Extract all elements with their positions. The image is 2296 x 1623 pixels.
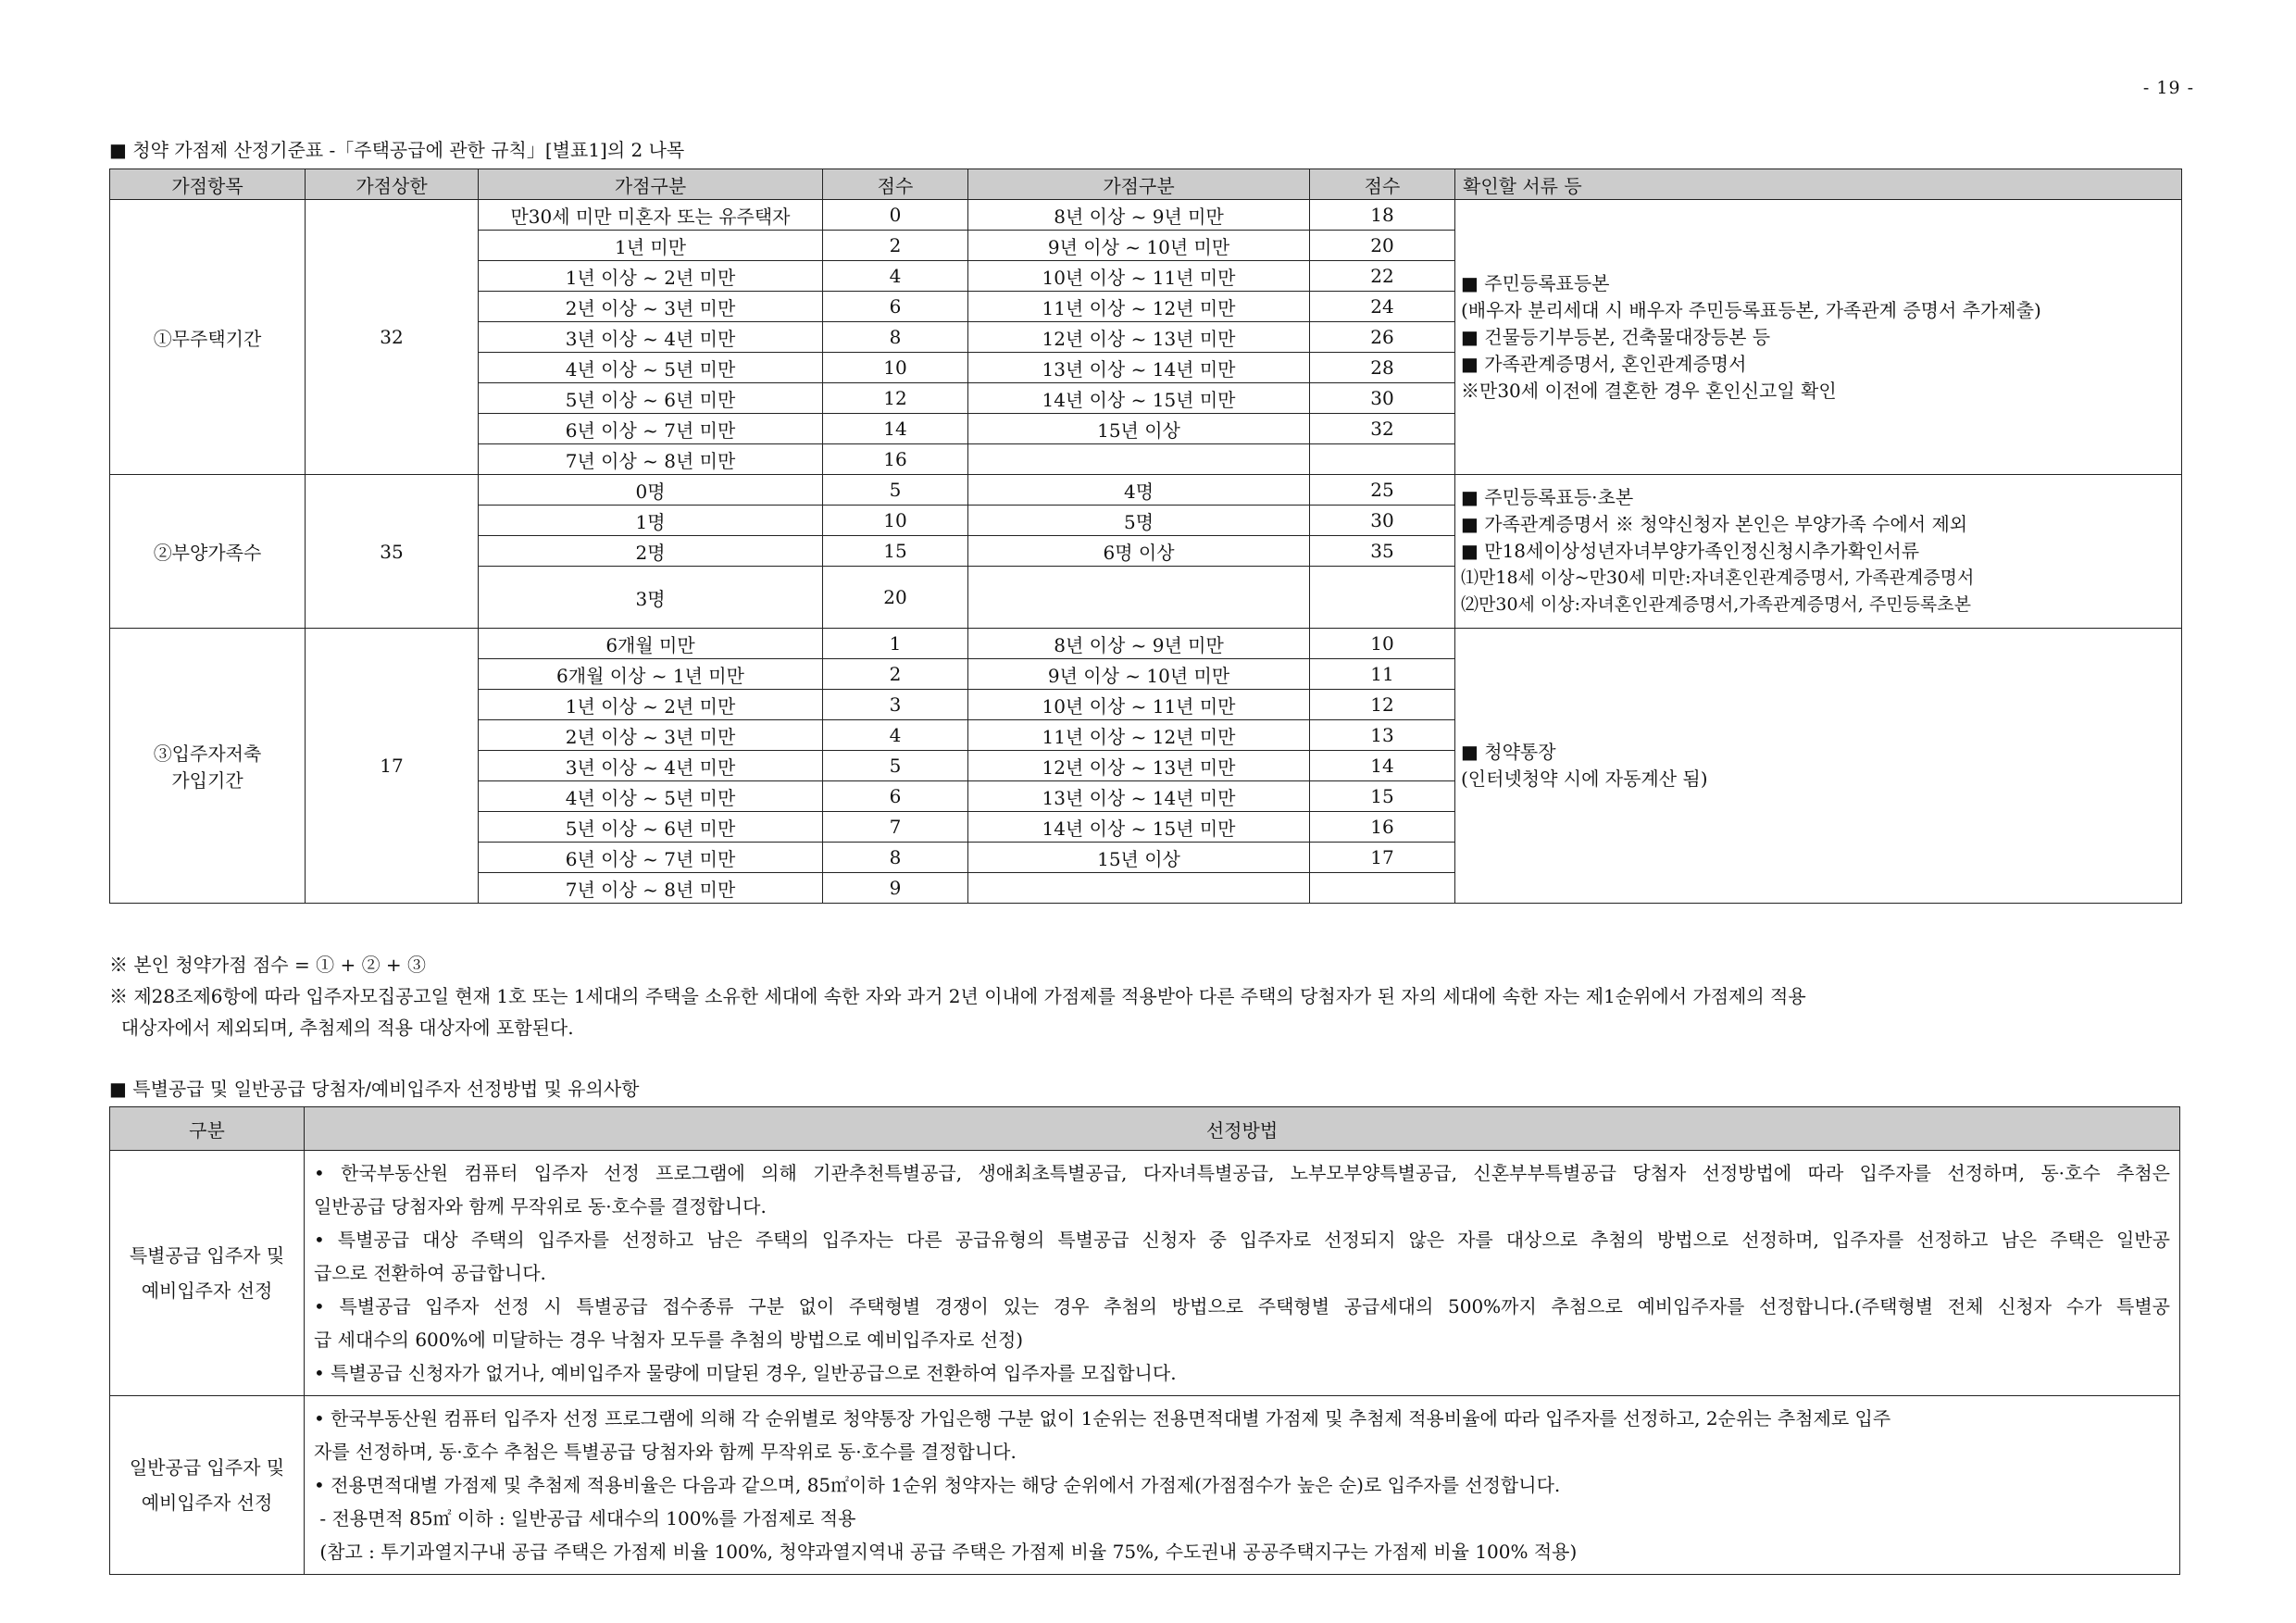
cell-category: 3년 이상 ~ 4년 미만: [479, 751, 823, 781]
method-line: • 특별공급 입주자 선정 시 특별공급 접수종류 구분 없이 주택형별 경쟁이 있는 경우 추첨의 방법으로 주택형별 공급세대의 500%까지 추첨으로 예비입주자를 선정합니다.(주택형별 전체 신청자 수가 특별공: [314, 1295, 2170, 1317]
cell-score: 2: [823, 659, 968, 690]
cell-score: 16: [823, 444, 968, 475]
category-line: 예비입주자 선정: [141, 1280, 273, 1302]
cell-score: 13: [1310, 720, 1455, 751]
cell-score: 10: [1310, 629, 1455, 659]
method-line: • 한국부동산원 컴퓨터 입주자 선정 프로그램에 의해 각 순위별로 청약통장 가입은행 구분 없이 1순위는 전용면적대별 가점제 및 추첨제 적용비율에 따라 입주자를 선정하고, 2순위는 추첨제로 입주: [314, 1407, 1891, 1429]
cell-category: 6년 이상 ~ 7년 미만: [479, 414, 823, 444]
cell-score: 5: [823, 475, 968, 506]
cell-category: 1명: [479, 506, 823, 536]
item-homeless-period: ①무주택기간: [110, 200, 306, 475]
cell-score: 20: [823, 567, 968, 629]
doc-line: ■ 주민등록표등·초본: [1461, 486, 1634, 508]
cell-score: 20: [1310, 231, 1455, 261]
method-line: • 한국부동산원 컴퓨터 입주자 선정 프로그램에 의해 기관추천특별공급, 생애최초특별공급, 다자녀특별공급, 노부모부양특별공급, 신혼부부특별공급 당첨자 선정방법에 따라 입주자를 선정하며, 동·호수 추첨은: [314, 1162, 2170, 1184]
cell-score: 17: [1310, 843, 1455, 873]
item-dependents: ②부양가족수: [110, 475, 306, 629]
item-max-score: 35: [306, 475, 479, 629]
category-line: 예비입주자 선정: [141, 1492, 273, 1514]
cell-category: 4년 이상 ~ 5년 미만: [479, 781, 823, 812]
cell-category: 6개월 이상 ~ 1년 미만: [479, 659, 823, 690]
doc-line: ■ 건물등기부등본, 건축물대장등본 등: [1461, 325, 1771, 348]
cell-category: 3년 이상 ~ 4년 미만: [479, 322, 823, 353]
item-max-score: 32: [306, 200, 479, 475]
doc-line: ■ 청약통장: [1461, 741, 1556, 763]
table-header-row: [110, 1107, 2180, 1151]
cell-score: 11: [1310, 659, 1455, 690]
method-cell: [305, 1396, 2180, 1575]
table-row: [110, 1396, 2180, 1575]
cell-category: 11년 이상 ~ 12년 미만: [968, 720, 1310, 751]
cell-category: 2년 이상 ~ 3년 미만: [479, 292, 823, 322]
cell-category: 3명: [479, 567, 823, 629]
cell-score: [1310, 873, 1455, 904]
section-title-selection-method: ■ 특별공급 및 일반공급 당첨자/예비입주자 선정방법 및 유의사항: [109, 1078, 640, 1100]
cell-score: 9: [823, 873, 968, 904]
cell-score: 4: [823, 261, 968, 292]
table-header-row: [110, 169, 2182, 200]
cell-category: 2년 이상 ~ 3년 미만: [479, 720, 823, 751]
cell-category: 1년 이상 ~ 2년 미만: [479, 690, 823, 720]
doc-line: ⑵만30세 이상:자녀혼인관계증명서,가족관계증명서, 주민등록초본: [1461, 594, 1971, 615]
note-line: ※ 본인 청약가점 점수 = ① + ② + ③: [109, 954, 427, 976]
item-max-score: 17: [306, 629, 479, 904]
cell-score: 35: [1310, 536, 1455, 567]
selection-method-table: [109, 1106, 2180, 1575]
cell-score: 6: [823, 292, 968, 322]
cell-score: 1: [823, 629, 968, 659]
method-line: (참고 : 투기과열지구내 공급 주택은 가점제 비율 100%, 청약과열지역내 공급 주택은 가점제 비율 75%, 수도권내 공공주택지구는 가점제 비율 100% 적용): [314, 1541, 1578, 1563]
cell-score: 15: [823, 536, 968, 567]
category-special-supply: [110, 1151, 305, 1396]
cell-score: 18: [1310, 200, 1455, 231]
cell-category: 13년 이상 ~ 14년 미만: [968, 353, 1310, 383]
cell-category: 10년 이상 ~ 11년 미만: [968, 261, 1310, 292]
cell-category: 1년 미만: [479, 231, 823, 261]
cell-score: [1310, 567, 1455, 629]
item-label-line: ③입주자저축: [153, 743, 262, 765]
cell-score: 30: [1310, 506, 1455, 536]
cell-category: 12년 이상 ~ 13년 미만: [968, 322, 1310, 353]
cell-category: 8년 이상 ~ 9년 미만: [968, 629, 1310, 659]
method-line: 급 세대수의 600%에 미달하는 경우 낙첨자 모두를 추첨의 방법으로 예비입주자로 선정): [314, 1329, 1024, 1351]
header-item: 가점항목: [110, 169, 306, 200]
cell-category: 11년 이상 ~ 12년 미만: [968, 292, 1310, 322]
cell-category: 13년 이상 ~ 14년 미만: [968, 781, 1310, 812]
cell-score: 32: [1310, 414, 1455, 444]
doc-line: ※만30세 이전에 결혼한 경우 혼인신고일 확인: [1461, 379, 1837, 402]
method-line: 일반공급 당첨자와 함께 무작위로 동·호수를 결정합니다.: [314, 1195, 767, 1217]
cell-category: 14년 이상 ~ 15년 미만: [968, 383, 1310, 414]
documents-cell: [1455, 629, 2182, 904]
cell-score: 10: [823, 353, 968, 383]
doc-line: ■ 만18세이상성년자녀부양가족인정신청시추가확인서류: [1461, 540, 1920, 562]
cell-category: 6명 이상: [968, 536, 1310, 567]
cell-category: 1년 이상 ~ 2년 미만: [479, 261, 823, 292]
cell-category: 9년 이상 ~ 10년 미만: [968, 659, 1310, 690]
cell-category: 6개월 미만: [479, 629, 823, 659]
cell-category: 2명: [479, 536, 823, 567]
cell-category: 15년 이상: [968, 843, 1310, 873]
cell-score: 8: [823, 322, 968, 353]
doc-line: ■ 가족관계증명서 ※ 청약신청자 본인은 부양가족 수에서 제외: [1461, 513, 1968, 535]
category-line: 일반공급 입주자 및: [129, 1456, 285, 1479]
table-row: [110, 200, 2182, 231]
item-savings-period: [110, 629, 306, 904]
cell-score: 10: [823, 506, 968, 536]
header-score: 점수: [1310, 169, 1455, 200]
table-row: [110, 1151, 2180, 1396]
cell-category: [968, 873, 1310, 904]
cell-score: 0: [823, 200, 968, 231]
cell-category: 4명: [968, 475, 1310, 506]
method-line: • 전용면적대별 가점제 및 추첨제 적용비율은 다음과 같으며, 85㎡이하 1순위 청약자는 해당 순위에서 가점제(가점점수가 높은 순)로 입주자를 선정합니다.: [314, 1474, 1561, 1496]
cell-score: 8: [823, 843, 968, 873]
cell-category: 5년 이상 ~ 6년 미만: [479, 383, 823, 414]
header-division: 구분: [110, 1107, 305, 1151]
cell-score: 12: [823, 383, 968, 414]
cell-score: 25: [1310, 475, 1455, 506]
cell-category: 7년 이상 ~ 8년 미만: [479, 444, 823, 475]
cell-score: 26: [1310, 322, 1455, 353]
cell-score: 28: [1310, 353, 1455, 383]
cell-category: 만30세 미만 미혼자 또는 유주택자: [479, 200, 823, 231]
cell-category: 14년 이상 ~ 15년 미만: [968, 812, 1310, 843]
doc-line: ■ 가족관계증명서, 혼인관계증명서: [1461, 352, 1747, 375]
cell-score: 6: [823, 781, 968, 812]
documents-cell: [1455, 475, 2182, 629]
cell-score: 30: [1310, 383, 1455, 414]
method-line: • 특별공급 대상 주택의 입주자를 선정하고 남은 주택의 입주자는 다른 공급유형의 특별공급 신청자 중 입주자로 선정되지 않은 자를 대상으로 추첨의 방법으로 선정하며, 입주자를 선정하고 남은 주택은 일반공: [314, 1229, 2170, 1251]
doc-line: (배우자 분리세대 시 배우자 주민등록표등본, 가족관계 증명서 추가제출): [1461, 298, 2041, 321]
cell-score: [1310, 444, 1455, 475]
item-label-line: 가입기간: [171, 769, 243, 792]
doc-line: (인터넷청약 시에 자동계산 됨): [1461, 768, 1708, 790]
cell-category: 5명: [968, 506, 1310, 536]
cell-category: 6년 이상 ~ 7년 미만: [479, 843, 823, 873]
cell-score: 2: [823, 231, 968, 261]
header-category: 가점구분: [968, 169, 1310, 200]
cell-category: 7년 이상 ~ 8년 미만: [479, 873, 823, 904]
page-number: - 19 -: [2142, 78, 2194, 98]
cell-score: 7: [823, 812, 968, 843]
header-max: 가점상한: [306, 169, 479, 200]
method-line: • 특별공급 신청자가 없거나, 예비입주자 물량에 미달된 경우, 일반공급으로 전환하여 입주자를 모집합니다.: [314, 1362, 1177, 1384]
section-title-scoring-table: ■ 청약 가점제 산정기준표 -「주택공급에 관한 규칙」[별표1]의 2 나목: [109, 139, 685, 161]
cell-category: [968, 567, 1310, 629]
method-line: 자를 선정하며, 동·호수 추첨은 특별공급 당첨자와 함께 무작위로 동·호수를 결정합니다.: [314, 1441, 1017, 1463]
cell-score: 16: [1310, 812, 1455, 843]
notes-block: [109, 949, 2183, 1043]
doc-line: ■ 주민등록표등본: [1461, 271, 1610, 294]
cell-category: 0명: [479, 475, 823, 506]
cell-score: 14: [1310, 751, 1455, 781]
cell-score: 22: [1310, 261, 1455, 292]
cell-score: 15: [1310, 781, 1455, 812]
scoring-criteria-table: [109, 169, 2182, 904]
cell-category: 12년 이상 ~ 13년 미만: [968, 751, 1310, 781]
header-score: 점수: [823, 169, 968, 200]
table-row: [110, 475, 2182, 506]
cell-category: 5년 이상 ~ 6년 미만: [479, 812, 823, 843]
method-line: - 전용면적 85㎡ 이하 : 일반공급 세대수의 100%를 가점제로 적용: [314, 1507, 856, 1529]
header-method: 선정방법: [305, 1107, 2180, 1151]
cell-category: 4년 이상 ~ 5년 미만: [479, 353, 823, 383]
header-category: 가점구분: [479, 169, 823, 200]
cell-score: 4: [823, 720, 968, 751]
note-line: 대상자에서 제외되며, 추첨제의 적용 대상자에 포함된다.: [109, 1017, 574, 1039]
cell-category: 9년 이상 ~ 10년 미만: [968, 231, 1310, 261]
category-line: 특별공급 입주자 및: [129, 1244, 285, 1267]
category-general-supply: [110, 1396, 305, 1575]
cell-score: 12: [1310, 690, 1455, 720]
cell-category: [968, 444, 1310, 475]
header-documents: 확인할 서류 등: [1455, 169, 2182, 200]
cell-category: 10년 이상 ~ 11년 미만: [968, 690, 1310, 720]
method-line: 급으로 전환하여 공급합니다.: [314, 1262, 546, 1284]
doc-line: ⑴만18세 이상~만30세 미만:자녀혼인관계증명서, 가족관계증명서: [1461, 568, 1975, 588]
cell-score: 24: [1310, 292, 1455, 322]
method-cell: [305, 1151, 2180, 1396]
documents-cell: [1455, 200, 2182, 475]
cell-score: 14: [823, 414, 968, 444]
cell-category: 8년 이상 ~ 9년 미만: [968, 200, 1310, 231]
cell-score: 5: [823, 751, 968, 781]
cell-score: 3: [823, 690, 968, 720]
table-row: [110, 629, 2182, 659]
note-line: ※ 제28조제6항에 따라 입주자모집공고일 현재 1호 또는 1세대의 주택을 소유한 세대에 속한 자와 과거 2년 이내에 가점제를 적용받아 다른 주택의 당첨자가 된 자의 세대에 속한 자는 제1순위에서 가점제의 적용: [109, 985, 1806, 1007]
cell-category: 15년 이상: [968, 414, 1310, 444]
